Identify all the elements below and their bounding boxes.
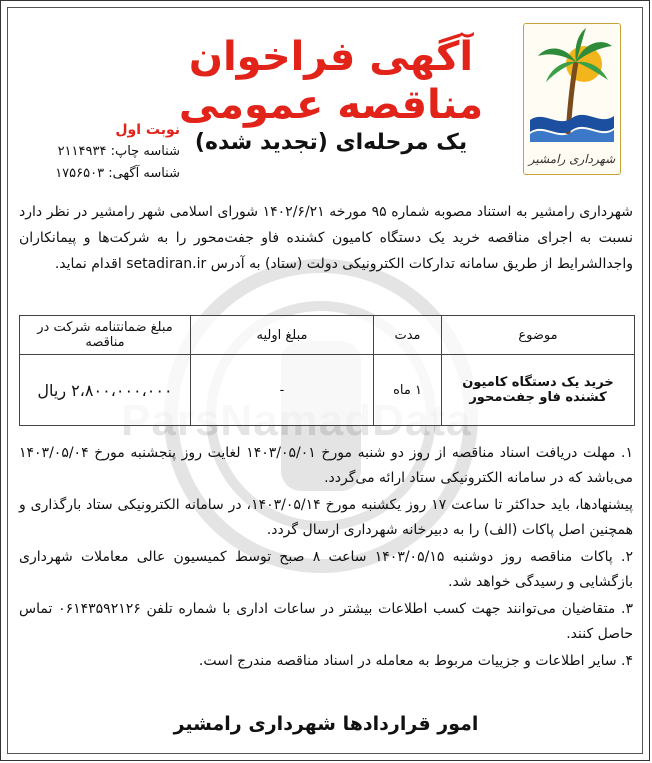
cell-guarantee-amount: ۲،۸۰۰،۰۰۰،۰۰۰ ریال — [20, 355, 191, 426]
footer-signature: امور قراردادها شهرداری رامشیر — [173, 713, 479, 735]
ad-id: شناسه آگهی: ۱۷۵۶۵۰۳ — [55, 166, 180, 181]
header-subject: موضوع — [442, 316, 635, 355]
municipality-logo — [523, 23, 621, 175]
palm-tree-logo-icon — [524, 24, 620, 144]
term-item: ۳. متقاضیان می‌توانند جهت کسب اطلاعات بیشتر در ساعات اداری با شماره تلفن ۰۶۱۴۳۵۹۲۱۲۶ تماس حاصل کنند. — [19, 601, 633, 642]
tender-table — [19, 315, 635, 426]
header-guarantee-amount: مبلغ ضمانتنامه شرکت در مناقصه — [20, 316, 191, 355]
term-item: ۱. مهلت دریافت اسناد مناقصه از روز دو شنبه مورخ ۱۴۰۳/۰۵/۰۱ لغایت روز پنجشنبه مورخ ۱۴۰۳/۰۵/۰۴ می‌باشد که در سامانه الکترونیکی ستاد ارائه می‌گردد. — [19, 445, 634, 486]
logo-caption: شهرداری رامشیر — [528, 152, 616, 166]
table-row — [20, 355, 635, 426]
header-initial-amount: مبلغ اولیه — [191, 316, 374, 355]
cell-period: ۱ ماه — [374, 355, 442, 426]
term-item: ۴. سایر اطلاعات و جزییات مربوط به معامله در اسناد مناقصه مندرج است. — [198, 653, 633, 669]
table-header-row — [20, 316, 635, 355]
intro-paragraph: شهرداری رامشیر به استناد مصوبه شماره ۹۵ مورخه ۱۴۰۲/۶/۲۱ شورای اسلامی شهر رامشیر در نظر دارد نسبت به اجرای مناقصه خرید یک دستگاه کامیون کشنده فاو جفت‌محور را به شرکت‌ها و پیمانکاران واجدالشرایط از طریق سامانه تدارکات الکترونیکی دولت (ستاد) به آدرس setadiran.ir اقدام نماید. — [19, 204, 633, 272]
header-period: مدت — [374, 316, 442, 355]
title-one-stage: یک مرحله‌ای (تجدید شده) — [194, 130, 468, 155]
title-announcement: آگهی فراخوان — [188, 34, 474, 80]
terms-list — [19, 441, 633, 676]
print-id: شناسه چاپ: ۲۱۱۴۹۳۴ — [57, 144, 180, 159]
cell-initial-amount: - — [191, 355, 374, 426]
term-item: ۲. پاکات مناقصه روز دوشنبه ۱۴۰۳/۰۵/۱۵ ساعت ۸ صبح توسط کمیسیون عالی معاملات شهرداری بازگشایی و رسیدگی خواهد شد. — [19, 549, 634, 590]
cell-subject: خرید یک دستگاه کامیون کشنده فاو جفت‌محور — [442, 355, 635, 426]
term-item: پیشنهادها، باید حداکثر تا ساعت ۱۷ روز یکشنبه مورخ ۱۴۰۳/۰۵/۱۴، در سامانه الکترونیکی ستاد بارگذاری و همچنین اصل پاکات (الف) را به دبیرخانه شهرداری ارسال گردد. — [19, 497, 633, 538]
turn-label: نوبت اول — [115, 122, 180, 138]
title-public-tender: مناقصه عمومی — [178, 82, 484, 128]
notice-meta — [15, 119, 180, 185]
